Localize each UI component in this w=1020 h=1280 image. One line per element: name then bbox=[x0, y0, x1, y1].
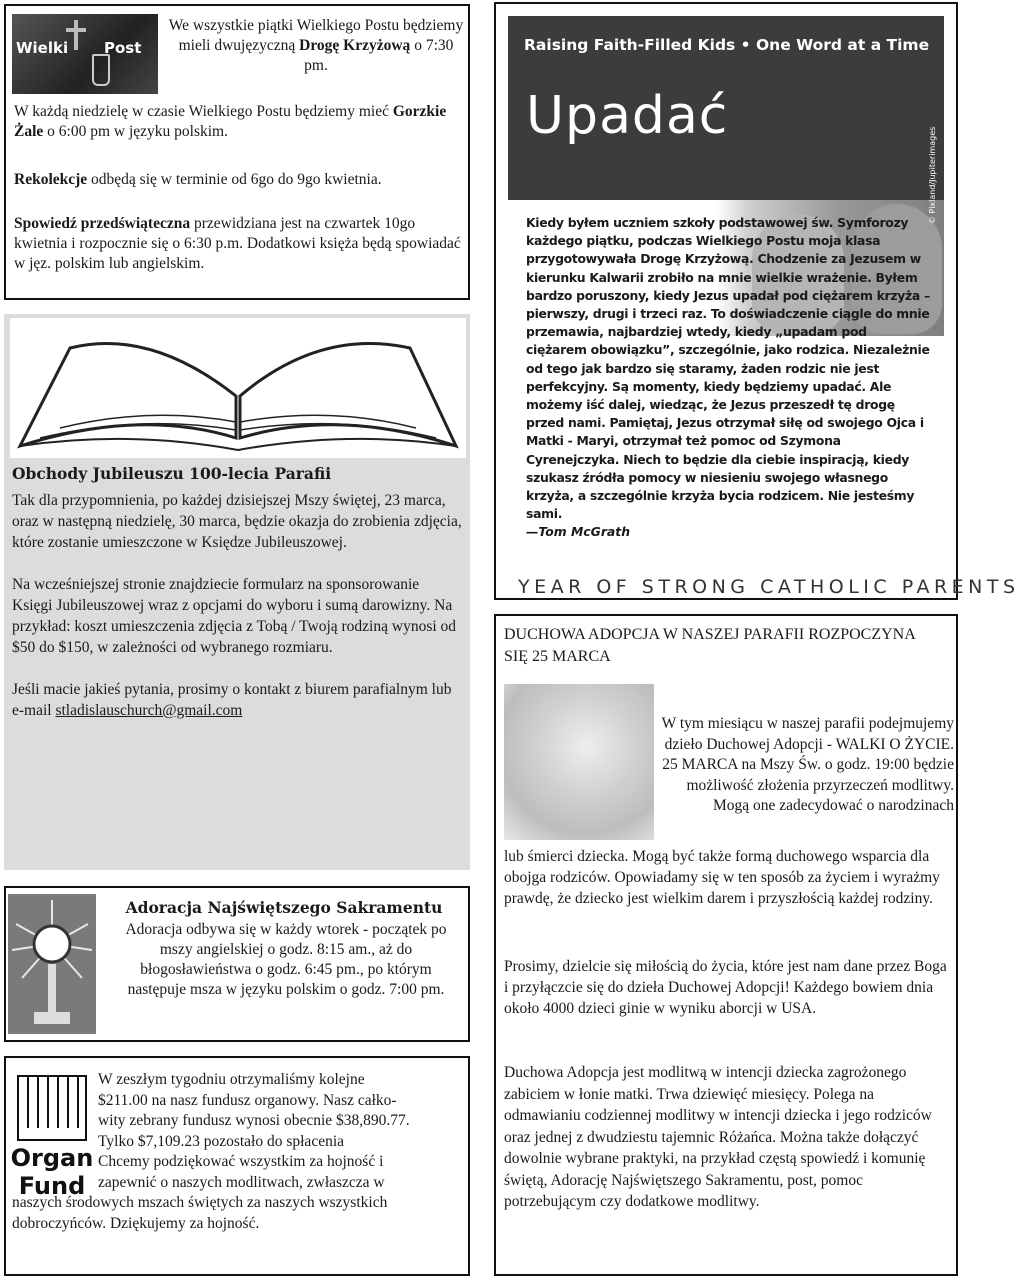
lent-logo-image bbox=[12, 14, 158, 94]
text-span: o 6:00 pm w języku polskim. bbox=[43, 123, 228, 140]
adoration-title: Adoracja Najświętszego Sakramentu bbox=[125, 898, 443, 917]
jubilee-paragraph-1: Tak dla przypomnienia, po każdej dzisiejszej Mszy świętej, 23 marca, oraz w następną niedzielę, 30 marca, będzie okazja do zrobienia zdjęcia, które zostanie umieszczone w Księdze Jubileuszowej. bbox=[12, 492, 462, 551]
text-span: o 7:30 pm. bbox=[304, 37, 454, 74]
bold-span: Spowiedź przedświąteczna bbox=[14, 215, 191, 232]
jubilee-paragraph-2: Na wcześniejszej stronie znajdziecie formularz na sponsorowanie Księgi Jubileuszowej wraz z opcjami do wyboru i sumą darowizny. Na przykład: koszt umieszczenia zdjęcia z Tobą / Twoją rodziną wynosi od $50 do $150, w zależności od wybranego rozmiaru. bbox=[12, 576, 457, 656]
adoption-title: DUCHOWA ADOPCJA W NASZEJ PARAFII ROZPOCZYNA SIĘ 25 MARCA bbox=[504, 626, 915, 665]
poster-body-text: Kiedy byłem uczniem szkoły podstawowej św. Symforozy każdego piątku, podczas Wielkiego Postu moja klasa przygotowywała Drogę Krzyżową. Chodzenie za Jezusem w kierunku Kalwarii zrobiło na mnie wielkie wrażenie. Byłem bardzo poruszony, kiedy Jezus upadał pod ciężarem krzyża – pierwszy, drugi i trzeci raz. To doświadczenie ciągle do mnie przemawia, najbardziej wtedy, kiedy „upadam pod ciężarem obowiązku”, szczególnie, jako rodzica. Niezależnie od tego jak bardzo się staramy, żaden rodzic nie jest perfekcyjny. Są momenty, kiedy będziemy upadać. Ale możemy iść dalej, wiedząc, że Jezus przeszedł tę drogę przed nami. Pamiętaj, Jezus otrzymał siłę od swojego Ojca i Matki - Maryi, otrzymał też pomoc od Szymona Cyrenejczyka. Niech to będzie dla ciebie inspiracją, kiedy szukasz źródła pomocy w niesieniu swojego własnego krzyża, a szczególnie krzyża bycia rodzicem. Nie jesteśmy sami. bbox=[526, 215, 930, 522]
organ-logo-word2: Fund bbox=[18, 1172, 86, 1200]
text-span: We wszystkie piątki Wielkiego Postu będziemy mieli dwujęzyczną bbox=[168, 17, 464, 54]
monstrance-image bbox=[8, 894, 96, 1034]
organ-fund-text bbox=[12, 1070, 464, 1234]
text-span: przewidziana jest na czwartek 10go kwietnia i rozpocznie się o 6:30 p.m. Dodatkowi księża będą spowiadać w jęz. polskim lub angielskim. bbox=[14, 215, 461, 272]
lent-announcements-box bbox=[4, 4, 470, 300]
faith-filled-kids-poster bbox=[494, 2, 1020, 600]
organ-logo-word1: Organ bbox=[10, 1144, 94, 1172]
text-span: W każdą niedzielę w czasie Wielkiego Postu będziemy mieć bbox=[14, 103, 393, 120]
organ-line: naszych środowych mszach świętych za naszych wszystkich dobroczyńców. Dziękujemy za hojność. bbox=[12, 1194, 388, 1232]
organ-line: $211.00 na nasz fundusz organowy. Nasz całko- bbox=[98, 1091, 397, 1109]
organ-line: wity zebrany fundusz wynosi obecnie $38,890.77. bbox=[98, 1112, 410, 1129]
text-span: odbędą się w terminie od 6go do 9go kwietnia. bbox=[87, 171, 382, 188]
poster-word: Upadać bbox=[526, 86, 729, 146]
lent-logo-word1: Wielki bbox=[16, 39, 69, 57]
open-book-icon bbox=[10, 318, 466, 458]
poster-signature: —Tom McGrath bbox=[526, 524, 631, 539]
confession-text bbox=[14, 214, 466, 274]
bold-span: Rekolekcje bbox=[14, 171, 88, 188]
organ-line: Chcemy podziękować wszystkim za hojność i bbox=[98, 1153, 384, 1170]
monstrance-icon bbox=[8, 894, 96, 1034]
jubilee-paragraph-3 bbox=[12, 679, 462, 721]
jubilee-text bbox=[12, 490, 462, 742]
bold-span: Gorzkie Żale bbox=[14, 103, 447, 140]
jubilee-title: Obchody Jubileuszu 100-lecia Parafii bbox=[12, 464, 332, 483]
open-book-image bbox=[10, 318, 466, 458]
retreat-text bbox=[14, 170, 466, 190]
adoration-text: Adoracja odbywa się w każdy wtorek - początek po mszy angielskiej o godz. 8:15 am., aż do błogosławieństwa o godz. 6:45 pm., po którym następuje msza w języku polskim o godz. 7:00 pm. bbox=[125, 921, 447, 998]
bold-span: Drogę Krzyżową bbox=[299, 37, 411, 54]
text-span: Jeśli macie jakieś pytania, prosimy o kontakt z biurem parafialnym lub e-mail bbox=[12, 681, 452, 719]
gorzkie-zale-text bbox=[14, 102, 466, 142]
poster-tagline: Raising Faith-Filled Kids • One Word at a Time bbox=[524, 36, 930, 54]
organ-line: Tylko $7,109.23 pozostało do spłacenia bbox=[98, 1132, 345, 1150]
glass-icon bbox=[92, 54, 110, 86]
adoration-box bbox=[4, 886, 470, 1042]
organ-line: W zeszłym tygodniu otrzymaliśmy kolejne bbox=[98, 1071, 365, 1088]
cross-icon bbox=[74, 20, 78, 50]
stations-of-cross-text bbox=[166, 16, 466, 76]
spiritual-adoption-box bbox=[494, 614, 958, 1276]
organ-line: zapewnić o naszych modlitwach, zwłaszcza w bbox=[98, 1173, 385, 1191]
adoption-paragraph-1a: W tym miesiącu w naszej parafii podejmujemy dzieło Duchowej Adopcji - WALKI O ŻYCIE. 25 MARCA na Mszy Św. o godz. 19:00 będzie możliwość złożenia przyrzeczeń modlitwy. Mogą one zadecydować o narodzinach bbox=[661, 715, 954, 814]
organ-fund-box bbox=[4, 1056, 470, 1276]
jubilee-box bbox=[4, 314, 470, 870]
lent-logo-word2: Post bbox=[104, 39, 142, 57]
parish-email-link[interactable]: stladislauschurch@gmail.com bbox=[55, 702, 243, 719]
adoption-paragraph-1b: lub śmierci dziecka. Mogą być także formą duchowego wsparcia dla obojga rodziców. Opowiadamy się w ten sposób za życiem i wyrażmy prawdę, że dziecko jest wielkim darem i przyszłością każdej rodziny. bbox=[504, 848, 940, 907]
baby-photo bbox=[504, 684, 654, 840]
poster-footer: YEAR OF STRONG CATHOLIC PARENTS bbox=[518, 576, 1020, 598]
adoption-paragraph-2: Prosimy, dzielcie się miłością do życia, które jest nam dane przez Boga i przyłączcie się do dzieła Duchowej Adopcji! Każdego bowiem dnia około 4000 dzieci ginie w wyniku aborcji w USA. bbox=[504, 958, 947, 1017]
poster-header bbox=[508, 16, 944, 200]
photo-credit: © Pixland/Jupiterimages bbox=[928, 126, 937, 224]
cross-bar bbox=[66, 28, 86, 32]
adoption-paragraph-3: Duchowa Adopcja jest modlitwą w intencji dziecka zagrożonego zabiciem w łonie matki. Trwa dziewięć miesięcy. Polega na odmawianiu codziennej modlitwy w intencji dziecka i jego rodziców oraz jednej z dwudziestu tajemnic Różańca. Można także dołączyć dowolnie wybrane praktyki, na przykład częstą spowiedź i komunię świętą, Adorację Najświętszego Sakramentu, post, pomoc potrzebującym czy dodatkowe modlitwy. bbox=[504, 1064, 932, 1210]
